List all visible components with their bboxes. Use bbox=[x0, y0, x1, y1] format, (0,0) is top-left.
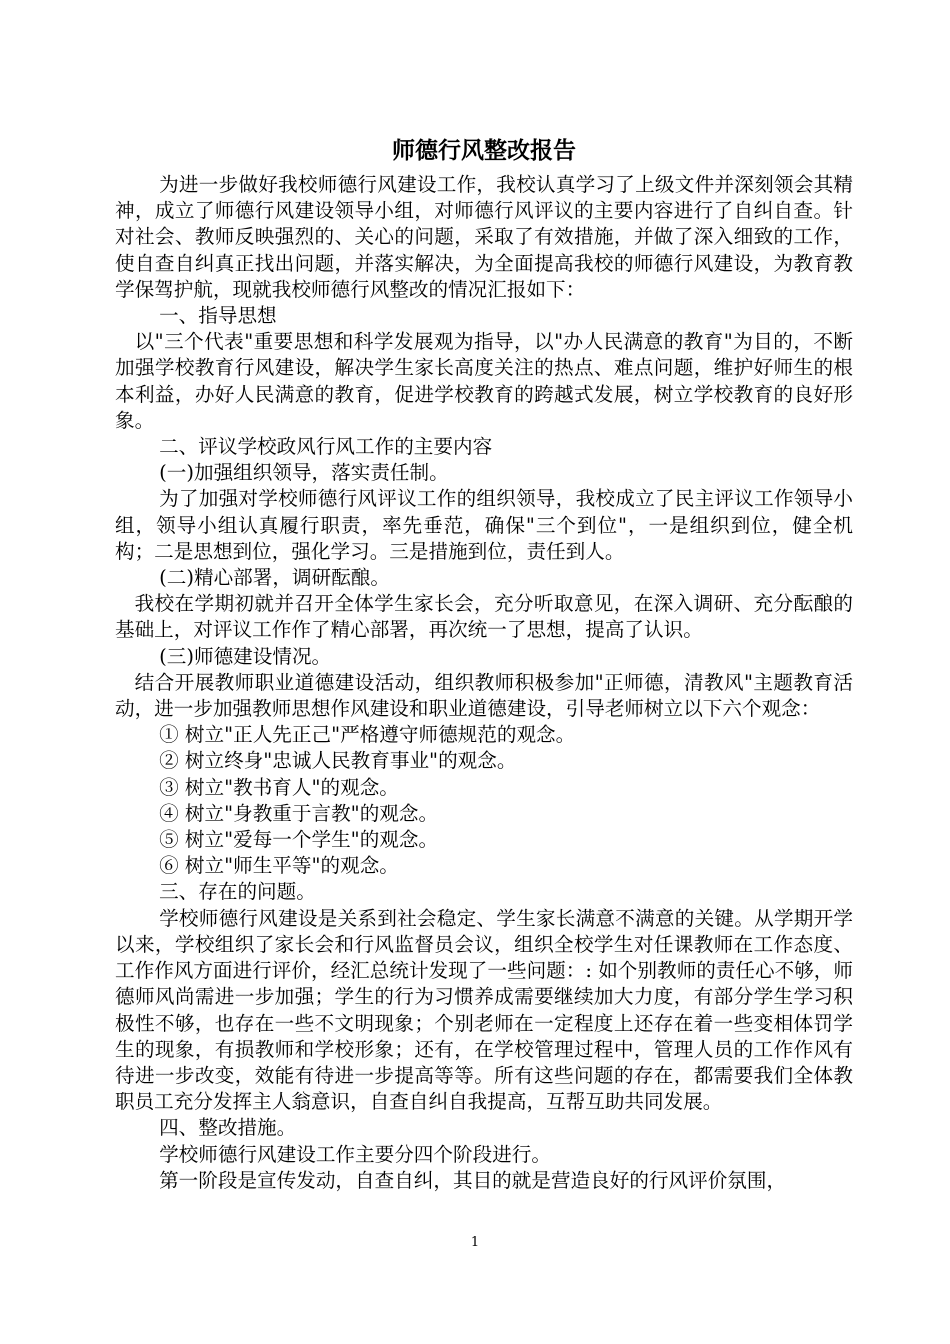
paragraph-leadership: 为了加强对学校师德行风评议工作的组织领导，我校成立了民主评议工作领导小组，领导小组认真履行职责，率先垂范，确保"三个到位"，一是组织到位，健全机构；二是思想到位，强化学习。三是措施到位，责任到人。 bbox=[115, 487, 853, 563]
list-item: ③ 树立"教书育人"的观念。 bbox=[159, 775, 399, 799]
list-item: ⑥ 树立"师生平等"的观念。 bbox=[159, 854, 399, 878]
subheading-deployment: (二)精心部署，调研酝酿。 bbox=[159, 566, 390, 590]
section-heading-measures: 四、整改措施。 bbox=[159, 1116, 297, 1140]
paragraph-first-stage: 第一阶段是宣传发动，自查自纠，其目的就是营造良好的行风评价氛围， bbox=[159, 1168, 787, 1192]
list-item: ④ 树立"身教重于言教"的观念。 bbox=[159, 801, 439, 825]
subheading-ethics-building: (三)师德建设情况。 bbox=[159, 644, 332, 668]
list-item: ① 树立"正人先正己"严格遵守师德规范的观念。 bbox=[159, 723, 576, 747]
paragraph-ethics-building: 结合开展教师职业道德建设活动，组织教师积极参加"正师德，清教风"主题教育活动，进一步加强教师思想作风建设和职业道德建设，引导老师树立以下六个观念： bbox=[115, 670, 853, 721]
paragraph-intro: 为进一步做好我校师德行风建设工作，我校认真学习了上级文件并深刻领会其精神，成立了师德行风建设领导小组，对师德行风评议的主要内容进行了自纠自查。针对社会、教师反映强烈的、关心的问题，采取了有效措施，并做了深入细致的工作，使自查自纠真正找出问题，并落实解决，为全面提高我校的师德行风建设，为教育教学保驾护航，现就我校师德行风整改的情况汇报如下： bbox=[115, 173, 853, 301]
list-item: ⑤ 树立"爱每一个学生"的观念。 bbox=[159, 828, 439, 852]
paragraph-problems: 学校师德行风建设是关系到社会稳定、学生家长满意不满意的关键。从学期开学以来，学校组织了家长会和行风监督员会议，组织全校学生对任课教师在工作态度、工作作风方面进行评价，经汇总统计发现了一些问题：: 如个别教师的责任心不够，师德师风尚需进一步加强；学生的行为习惯养成需要继续加大力度，有部分学生学习积极性不够，也存在一些不文明现象；个别老师在一定程度上还存在着一些变相体罚学生的现象，有损教师和学校形象；还有，在学校管理过程中，管理人员的工作作风有待进一步改变，效能有待进一步提高等等。所有这些问题的存在，都需要我们全体教职员工充分发挥主人翁意识，自查自纠自我提高，互帮互助共同发展。 bbox=[115, 906, 853, 1114]
list-item: ② 树立终身"忠诚人民教育事业"的观念。 bbox=[159, 749, 517, 773]
paragraph-deployment: 我校在学期初就并召开全体学生家长会，充分听取意见，在深入调研、充分酝酿的基础上，对评议工作作了精心部署，再次统一了思想，提高了认识。 bbox=[115, 592, 853, 642]
paragraph-guiding-ideology: 以"三个代表"重要思想和科学发展观为指导，以"办人民满意的教育"为目的，不断加强学校教育行风建设，解决学生家长高度关注的热点、难点问题，维护好师生的根本利益，办好人民满意的教育，促进学校教育的跨越式发展，树立学校教育的良好形象。 bbox=[115, 330, 853, 432]
section-heading-guiding-ideology: 一、指导思想 bbox=[159, 304, 277, 328]
section-heading-problems: 三、存在的问题。 bbox=[159, 880, 316, 904]
document-body bbox=[115, 136, 853, 1194]
section-heading-main-content: 二、评议学校政风行风工作的主要内容 bbox=[159, 435, 493, 459]
document-title: 师德行风整改报告 bbox=[392, 137, 576, 164]
paragraph-measures: 学校师德行风建设工作主要分四个阶段进行。 bbox=[159, 1142, 551, 1166]
page-number: 1 bbox=[470, 1235, 480, 1250]
subheading-leadership: (一)加强组织领导，落实责任制。 bbox=[159, 461, 449, 485]
